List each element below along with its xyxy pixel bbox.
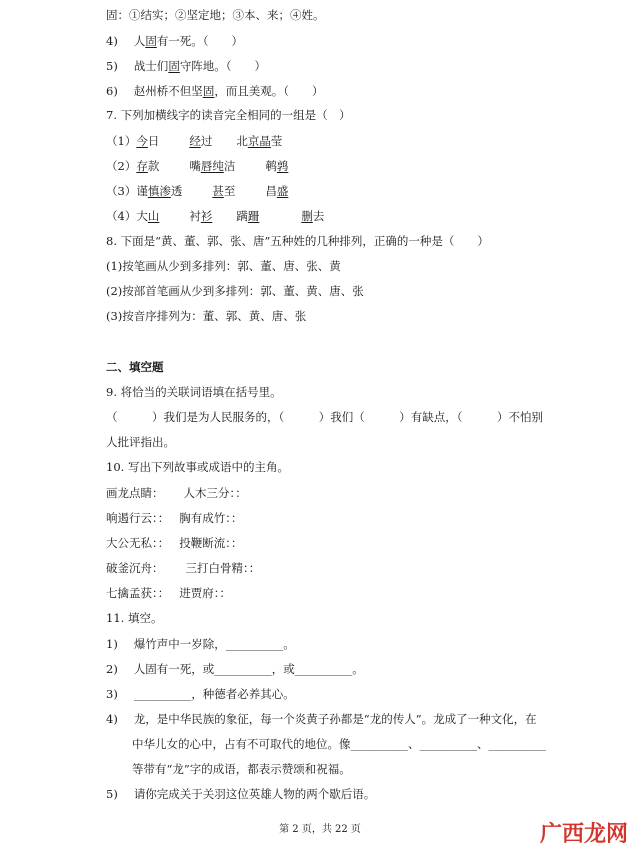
q10-row-1: 画龙点睛： 人木三分：： bbox=[106, 486, 247, 500]
q10-row-5: 七擒孟获：： 进贾府：： bbox=[106, 586, 231, 600]
q11-item-3: 3) __________，种德者必养其心。 bbox=[106, 687, 295, 701]
q7-option-1: （1）今日 经过 北京晶莹 bbox=[106, 134, 283, 148]
item-4: 4) 人固有一死。（ ） bbox=[106, 34, 244, 48]
item-6: 6) 赵州桥不但坚固，而且美观。（ ） bbox=[106, 84, 324, 98]
page-footer: 第 2 页，共 22 页 bbox=[279, 824, 361, 835]
q11-item-4-cont-1: 中华儿女的心中，占有不可取代的地位。像__________、__________、__________ bbox=[132, 737, 546, 751]
q7-option-4: （4）大山 衬衫 蹒跚 删去 bbox=[106, 209, 325, 223]
q11-item-1: 1) 爆竹声中一岁除，__________。 bbox=[106, 637, 295, 651]
q11-item-4-cont-2: 等带有“龙”字的成语，都表示赞颂和祝福。 bbox=[132, 762, 351, 776]
q8-option-1: (1)按笔画从少到多排列：郭、董、唐、张、黄 bbox=[106, 259, 341, 273]
q8-option-3: (3)按音序排列为：董、郭、黄、唐、张 bbox=[106, 309, 307, 323]
watermark-logo-text: 广西龙网 bbox=[539, 822, 628, 847]
q7-option-2: （2）存款 嘴唇纯洁 鹌鹑 bbox=[106, 159, 289, 173]
question-10: 10. 写出下列故事或成语中的主角。 bbox=[106, 460, 289, 474]
q9-text-line-2: 人批评指出。 bbox=[106, 435, 175, 449]
question-7: 7. 下列加横线字的读音完全相同的一组是（ ） bbox=[106, 108, 351, 122]
q8-option-2: (2)按部首笔画从少到多排列：郭、董、黄、唐、张 bbox=[106, 284, 364, 298]
q9-text-line-1: （ ）我们是为人民服务的，（ ）我们（ ）有缺点，（ ）不怕别 bbox=[106, 410, 543, 424]
q10-row-4: 破釜沉舟： 三打白骨精：： bbox=[106, 561, 261, 575]
q11-item-4: 4) 龙，是中华民族的象征，每一个炎黄子孙都是“龙的传人”。龙成了一种文化，在 bbox=[106, 712, 537, 726]
q7-option-3: （3）谨慎渗透 甚至 昌盛 bbox=[106, 184, 289, 198]
question-9: 9. 将恰当的关联词语填在括号里。 bbox=[106, 385, 282, 399]
q10-row-3: 大公无私：： 投鞭断流：： bbox=[106, 536, 243, 550]
def-gu-line: 固：①结实；②坚定地；③本、来；④姓。 bbox=[106, 8, 325, 22]
question-8: 8. 下面是“黄、董、郭、张、唐”五种姓的几种排列，正确的一种是（ ） bbox=[106, 234, 489, 248]
question-11: 11. 填空。 bbox=[106, 611, 163, 625]
q11-item-5: 5) 请你完成关于关羽这位英雄人物的两个歇后语。 bbox=[106, 787, 376, 801]
q11-item-2: 2) 人固有一死，或__________，或__________。 bbox=[106, 662, 364, 676]
section-heading-fill-blank: 二、填空题 bbox=[106, 360, 164, 374]
item-5: 5) 战士们固守阵地。（ ） bbox=[106, 59, 267, 73]
q10-row-2: 响遏行云：： 胸有成竹：： bbox=[106, 511, 243, 525]
site-watermark bbox=[540, 817, 628, 848]
